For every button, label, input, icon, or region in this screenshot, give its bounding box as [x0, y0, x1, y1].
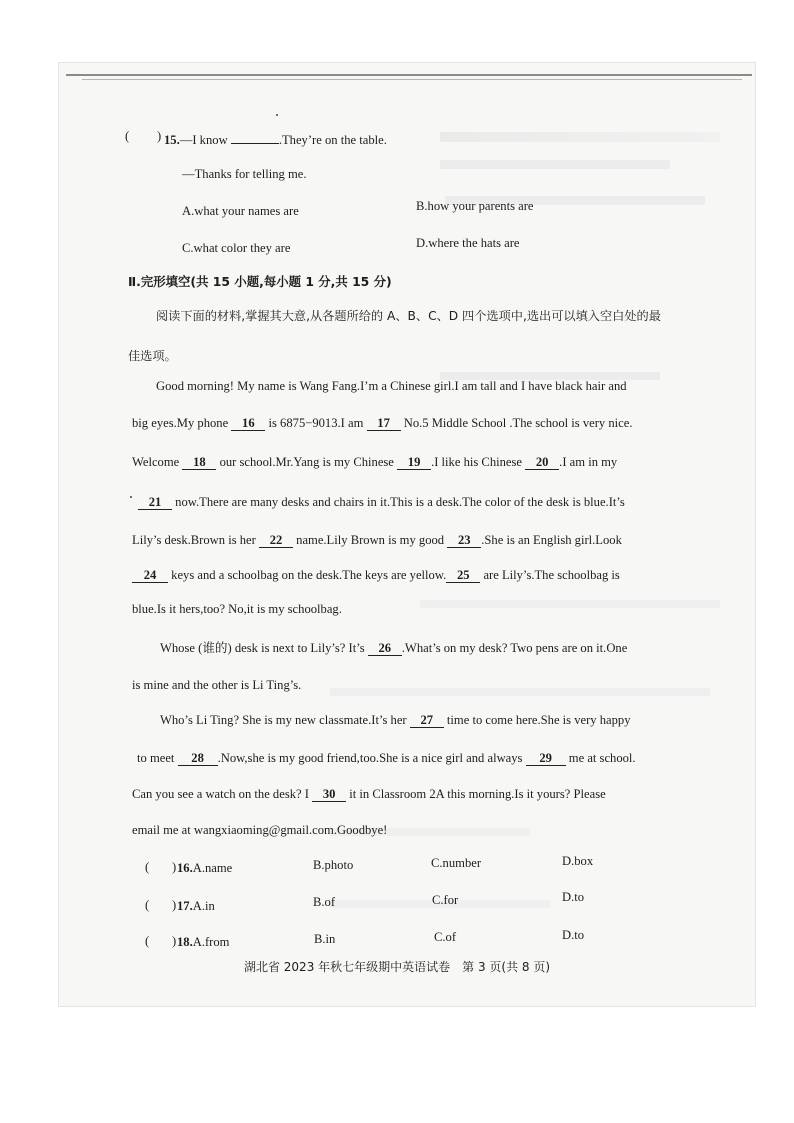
- passage-text: is 6875−9013.I am: [268, 416, 364, 430]
- passage-text: name.Lily Brown is my good: [296, 533, 445, 547]
- passage-text: now.There are many desks and chairs in it.This is a desk.The color of the desk is blue.It’s: [175, 495, 625, 509]
- option-c: C.for: [432, 893, 459, 907]
- option-a: A.from: [192, 935, 230, 949]
- passage-text: .I like his Chinese: [431, 455, 523, 469]
- cloze-blank-26: 26: [368, 641, 402, 656]
- option-number: 17.: [177, 899, 193, 913]
- q15-blank: [231, 129, 279, 144]
- passage-line: is mine and the other is Li Ting’s.: [132, 678, 302, 692]
- option-b: B.in: [314, 932, 336, 946]
- passage-line: Good morning! My name is Wang Fang.I’m a Chinese girl.I am tall and I have black hair and: [156, 379, 627, 393]
- answer-paren-close: ): [172, 934, 177, 948]
- cloze-blank-18: 18: [182, 455, 216, 470]
- option-b: B.photo: [313, 858, 354, 872]
- answer-paren-open: (: [145, 934, 150, 948]
- section-instruction-cont: 佳选项。: [128, 349, 177, 363]
- passage-line: [160, 712, 631, 728]
- option-number: 18.: [177, 935, 193, 949]
- passage-text: are Lily’s.The schoolbag is: [483, 568, 620, 582]
- answer-paren-close: ): [157, 129, 162, 143]
- cloze-blank-21: 21: [138, 495, 172, 510]
- passage-line: [132, 786, 606, 802]
- passage-text: .I am in my: [559, 455, 618, 469]
- q15-option-d: D.where the hats are: [416, 236, 520, 250]
- cloze-blank-16: 16: [231, 416, 265, 431]
- option-row-17: [177, 898, 215, 914]
- passage-line: blue.Is it hers,too? No,it is my schoolbag.: [132, 602, 342, 616]
- cloze-blank-27: 27: [410, 713, 444, 728]
- passage-text: .What’s on my desk? Two pens are on it.One: [401, 641, 628, 655]
- cloze-blank-25: 25: [446, 568, 480, 583]
- passage-text: .Now,she is my good friend,too.She is a nice girl and always: [217, 751, 523, 765]
- passage-text: me at school.: [568, 751, 636, 765]
- option-b: B.of: [313, 895, 336, 909]
- cloze-blank-28: 28: [178, 751, 218, 766]
- passage-text: Can you see a watch on the desk? I: [132, 787, 309, 801]
- answer-paren-open: (: [145, 860, 150, 874]
- passage-text: No.5 Middle School .The school is very nice.: [403, 416, 633, 430]
- cloze-blank-17: 17: [367, 416, 401, 431]
- answer-paren-open: (: [125, 129, 130, 143]
- passage-line: [132, 454, 617, 470]
- q15-number: 15.: [164, 133, 180, 147]
- passage-line: [137, 750, 636, 766]
- passage-text: Who’s Li Ting? She is my new classmate.It’s her: [160, 713, 407, 727]
- passage-line: [132, 567, 620, 583]
- cloze-blank-24: 24: [132, 568, 168, 583]
- option-c: C.number: [431, 856, 482, 870]
- cloze-blank-30: 30: [312, 787, 346, 802]
- section-instruction: 阅读下面的材料,掌握其大意,从各题所给的 A、B、C、D 四个选项中,选出可以填入空白处的最: [156, 309, 661, 323]
- q15-option-c: C.what color they are: [182, 241, 291, 255]
- passage-text: Welcome: [132, 455, 180, 469]
- q15-text-after: .They’re on the table.: [278, 133, 387, 147]
- page-footer: 湖北省 2023 年秋七年级期中英语试卷 第 3 页(共 8 页): [243, 960, 551, 974]
- q15-text-before: —I know: [179, 133, 228, 147]
- passage-text: .She is an English girl.Look: [481, 533, 622, 547]
- passage-text: big eyes.My phone: [132, 416, 229, 430]
- passage-line: email me at wangxiaoming@gmail.com.Goodbye!: [132, 823, 388, 837]
- option-d: D.box: [562, 854, 594, 868]
- passage-line: [132, 532, 622, 548]
- passage-text: keys and a schoolbag on the desk.The keys are yellow.: [171, 568, 447, 582]
- passage-text: our school.Mr.Yang is my Chinese: [219, 455, 394, 469]
- cloze-blank-29: 29: [526, 751, 566, 766]
- passage-text: Whose (谁的) desk is next to Lily’s? It’s: [160, 641, 365, 655]
- q15-option-b: B.how your parents are: [416, 199, 534, 213]
- option-c: C.of: [434, 930, 457, 944]
- cloze-blank-22: 22: [259, 533, 293, 548]
- option-d: D.to: [562, 928, 585, 942]
- option-d: D.to: [562, 890, 585, 904]
- option-row-18: [177, 934, 229, 950]
- cloze-blank-20: 20: [525, 455, 559, 470]
- cloze-blank-23: 23: [447, 533, 481, 548]
- passage-text: to meet: [137, 751, 175, 765]
- option-number: 16.: [177, 861, 193, 875]
- passage-line: [160, 640, 627, 656]
- passage-text: Lily’s desk.Brown is her: [132, 533, 256, 547]
- answer-paren-open: (: [145, 898, 150, 912]
- q15-line1: [164, 129, 387, 148]
- answer-paren-close: ): [172, 860, 177, 874]
- option-a: A.in: [192, 899, 215, 913]
- option-row-16: [177, 860, 232, 876]
- passage-line: [132, 415, 632, 431]
- answer-paren-close: ): [172, 898, 177, 912]
- q15-line2: —Thanks for telling me.: [182, 167, 307, 181]
- cloze-blank-19: 19: [397, 455, 431, 470]
- passage-text: it in Classroom 2A this morning.Is it yours? Please: [349, 787, 606, 801]
- passage-text: time to come here.She is very happy: [446, 713, 631, 727]
- passage-line: [138, 494, 625, 510]
- q15-option-a: A.what your names are: [182, 204, 299, 218]
- section-title: Ⅱ.完形填空(共 15 小题,每小题 1 分,共 15 分): [128, 274, 392, 289]
- option-a: A.name: [192, 861, 233, 875]
